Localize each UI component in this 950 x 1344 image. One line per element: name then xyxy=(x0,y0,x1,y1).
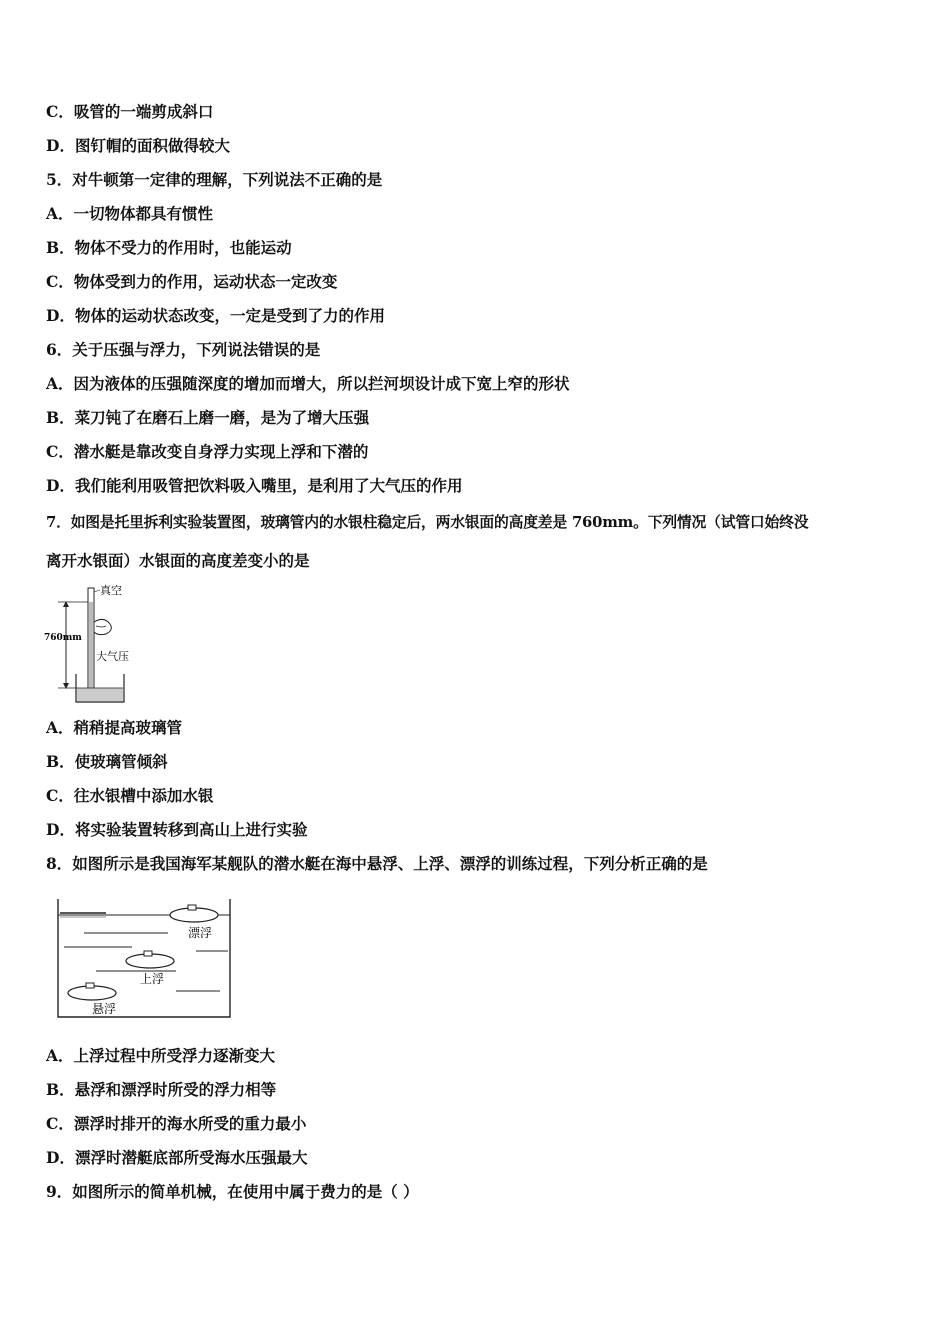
q5-option-a: A．一切物体都具有惯性 xyxy=(46,204,214,223)
q8-option-c: C．漂浮时排开的海水所受的重力最小 xyxy=(46,1114,307,1133)
q5-option-d: D．物体的运动状态改变，一定是受到了力的作用 xyxy=(46,306,385,325)
q5-stem: 5．对牛顿第一定律的理解，下列说法不正确的是 xyxy=(46,170,383,189)
figure-label-rising: 上浮 xyxy=(140,972,165,986)
q7-option-a: A．稍稍提高玻璃管 xyxy=(46,718,183,737)
q6-option-d: D．我们能利用吸管把饮料吸入嘴里，是利用了大气压的作用 xyxy=(46,476,463,495)
q5-option-b: B．物体不受力的作用时，也能运动 xyxy=(46,238,292,257)
q9-stem: 9．如图所示的简单机械，在使用中属于费力的是（ ） xyxy=(46,1182,419,1201)
figure-label-vacuum: 真空 xyxy=(100,584,122,597)
figure-label-suspended: 悬浮 xyxy=(92,1002,117,1016)
q6-option-b: B．菜刀钝了在磨石上磨一磨，是为了增大压强 xyxy=(46,408,370,427)
q7-option-d: D．将实验装置转移到高山上进行实验 xyxy=(46,820,308,839)
q7-option-c: C．往水银槽中添加水银 xyxy=(46,786,214,805)
q7-stem-line1: 7．如图是托里拆利实验装置图，玻璃管内的水银柱稳定后，两水银面的高度差是 760mm。下列情况（试管口始终没 xyxy=(46,514,809,531)
figure-label-760mm: 760mm xyxy=(44,633,82,643)
q4-option-d: D．图钉帽的面积做得较大 xyxy=(46,136,230,155)
q6-option-c: C．潜水艇是靠改变自身浮力实现上浮和下潜的 xyxy=(46,442,369,461)
q6-option-a: A．因为液体的压强随深度的增加而增大，所以拦河坝设计成下宽上窄的形状 xyxy=(46,374,570,393)
submarine-states-figure xyxy=(56,897,232,1021)
figure-label-atmospheric-pressure: 大气压 xyxy=(96,650,129,663)
torricelli-apparatus-figure xyxy=(44,582,144,706)
q8-option-a: A．上浮过程中所受浮力逐渐变大 xyxy=(46,1046,276,1065)
q6-stem: 6．关于压强与浮力，下列说法错误的是 xyxy=(46,340,321,359)
q5-option-c: C．物体受到力的作用，运动状态一定改变 xyxy=(46,272,338,291)
q8-option-d: D．漂浮时潜艇底部所受海水压强最大 xyxy=(46,1148,308,1167)
q8-stem: 8．如图所示是我国海军某舰队的潜水艇在海中悬浮、上浮、漂浮的训练过程，下列分析正确的是 xyxy=(46,854,708,873)
q7-option-b: B．使玻璃管倾斜 xyxy=(46,752,168,771)
q7-stem-line2: 离开水银面）水银面的高度差变小的是 xyxy=(46,551,310,570)
q4-option-c: C．吸管的一端剪成斜口 xyxy=(46,102,214,121)
figure-label-floating: 漂浮 xyxy=(188,926,213,940)
q8-option-b: B．悬浮和漂浮时所受的浮力相等 xyxy=(46,1080,277,1099)
